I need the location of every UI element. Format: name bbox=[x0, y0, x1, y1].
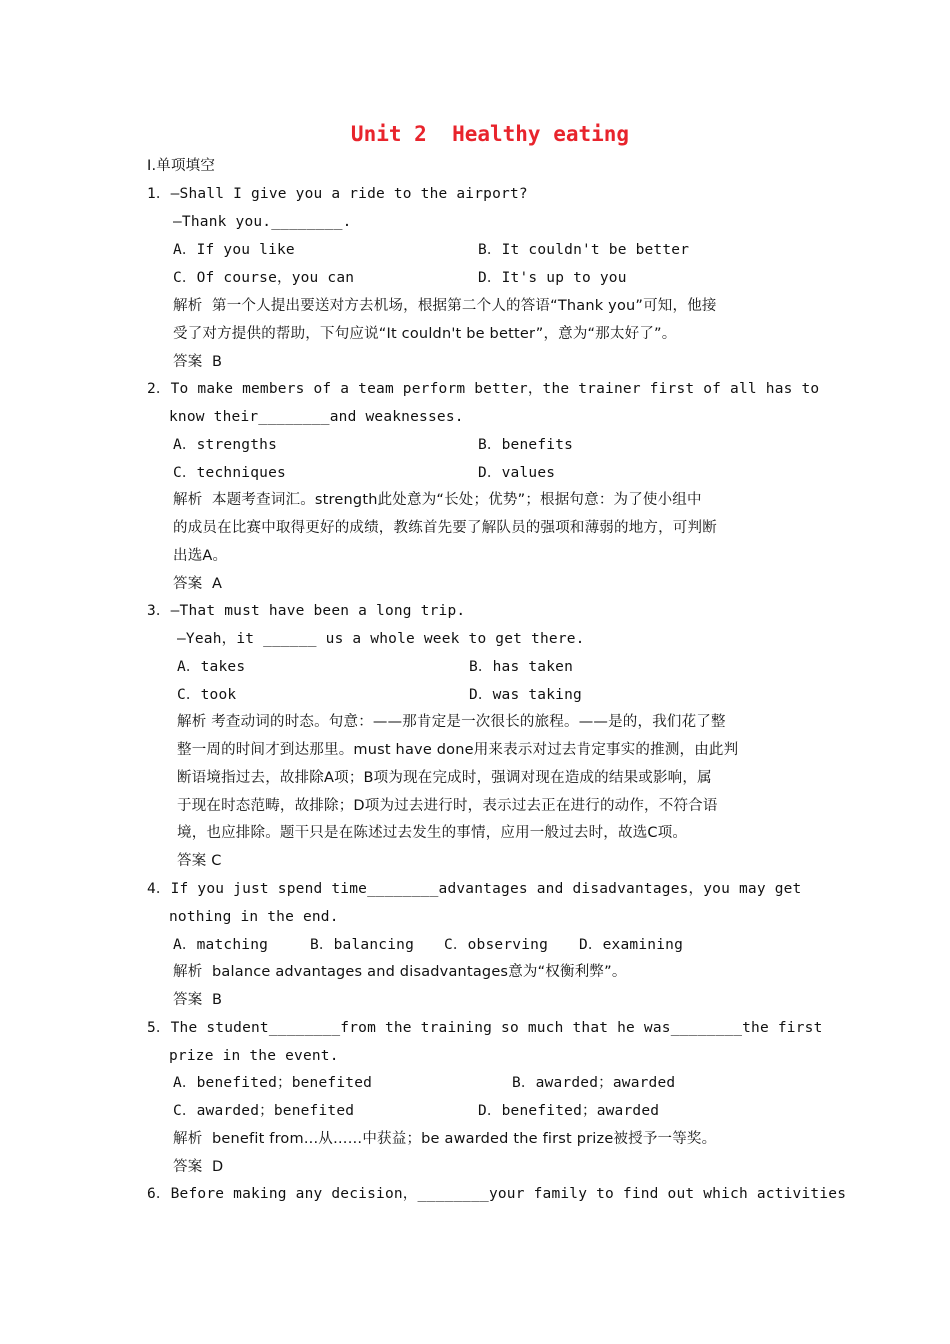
question-3-option-b: B．has taken bbox=[469, 659, 573, 675]
question-3-option-c: C．took bbox=[177, 687, 237, 703]
question-2-analysis-line-2: 的成员在比赛中取得更好的成绩，教练首先要了解队员的强项和薄弱的地方，可判断 bbox=[173, 520, 717, 536]
question-5-analysis-line-1: 解析 benefit from...从……中获益；be awarded the first prize被授予一等奖。 bbox=[173, 1131, 717, 1147]
question-5-option-c: C．awarded；benefited bbox=[173, 1103, 355, 1119]
question-5-stem-line-2: prize in the event. bbox=[169, 1048, 339, 1064]
section-heading: Ⅰ.单项填空 bbox=[147, 158, 216, 174]
question-3-answer: 答案 C bbox=[177, 853, 222, 869]
question-2-option-d: D．values bbox=[478, 465, 556, 481]
question-2-stem-line-2: know their________and weaknesses. bbox=[169, 409, 464, 425]
question-5-stem-line-1: 5．The student________from the training so much that he was________the first bbox=[147, 1020, 823, 1036]
question-4-option-b: B．balancing bbox=[310, 937, 414, 953]
question-4-option-c: C．observing bbox=[444, 937, 548, 953]
question-5-answer: 答案 D bbox=[173, 1159, 224, 1175]
question-4-analysis-line-1: 解析 balance advantages and disadvantages意为“权衡利弊”。 bbox=[173, 964, 627, 980]
question-1-stem-line-1: 1．—Shall I give you a ride to the airport? bbox=[147, 186, 528, 202]
page-title: Unit 2 Healthy eating bbox=[350, 122, 630, 146]
question-2-analysis-line-1: 解析 本题考查词汇。strength此处意为“长处；优势”；根据句意：为了使小组中 bbox=[173, 492, 702, 508]
question-1-option-a: A．If you like bbox=[173, 242, 295, 258]
question-4-option-a: A．matching bbox=[173, 937, 269, 953]
question-5-option-b: B．awarded；awarded bbox=[512, 1075, 676, 1091]
question-3-stem-line-2: —Yeah，it ______ us a whole week to get there. bbox=[177, 631, 585, 647]
question-4-stem-line-2: nothing in the end. bbox=[169, 909, 339, 925]
question-3-analysis-line-4: 于现在时态范畴，故排除；D项为过去进行时，表示过去正在进行的动作，不符合语 bbox=[177, 798, 718, 814]
question-4-stem-line-1: 4．If you just spend time________advantages and disadvantages，you may get bbox=[147, 881, 802, 897]
question-2-option-b: B．benefits bbox=[478, 437, 574, 453]
question-4-answer: 答案 B bbox=[173, 992, 223, 1008]
question-2-option-a: A．strengths bbox=[173, 437, 277, 453]
question-1-answer: 答案 B bbox=[173, 354, 223, 370]
question-1-option-d: D．It's up to you bbox=[478, 270, 627, 286]
question-3-option-d: D．was taking bbox=[469, 687, 582, 703]
question-5-option-a: A．benefited；benefited bbox=[173, 1075, 373, 1091]
question-1-stem-line-2: —Thank you.________. bbox=[173, 214, 352, 230]
question-2-option-c: C．techniques bbox=[173, 465, 286, 481]
question-3-option-a: A．takes bbox=[177, 659, 246, 675]
question-5-option-d: D．benefited；awarded bbox=[478, 1103, 660, 1119]
question-3-analysis-line-2: 整一周的时间才到达那里。must have done用来表示对过去肯定事实的推测，由此判 bbox=[177, 742, 739, 758]
question-6-stem-line-1: 6．Before making any decision，________your family to find out which activities bbox=[147, 1186, 847, 1202]
question-1-option-b: B．It couldn't be better bbox=[478, 242, 690, 258]
question-2-analysis-line-3: 出选A。 bbox=[173, 548, 228, 564]
question-1-analysis-line-2: 受了对方提供的帮助，下句应说“It couldn't be better”，意为“那太好了”。 bbox=[173, 326, 677, 342]
question-1-option-c: C．Of course，you can bbox=[173, 270, 355, 286]
question-3-analysis-line-1: 解析 考查动词的时态。句意：——那肯定是一次很长的旅程。——是的，我们花了整 bbox=[177, 714, 726, 730]
question-3-analysis-line-3: 断语境指过去，故排除A项；B项为现在完成时，强调对现在造成的结果或影响，属 bbox=[177, 770, 712, 786]
question-3-stem-line-1: 3．—That must have been a long trip. bbox=[147, 603, 466, 619]
question-1-analysis-line-1: 解析 第一个人提出要送对方去机场，根据第二个人的答语“Thank you”可知，他接 bbox=[173, 298, 717, 314]
question-4-option-d: D．examining bbox=[579, 937, 683, 953]
question-3-analysis-line-5: 境，也应排除。题干只是在陈述过去发生的事情，应用一般过去时，故选C项。 bbox=[177, 825, 688, 841]
question-2-stem-line-1: 2．To make members of a team perform better，the trainer first of all has to bbox=[147, 381, 820, 397]
question-2-answer: 答案 A bbox=[173, 576, 223, 592]
